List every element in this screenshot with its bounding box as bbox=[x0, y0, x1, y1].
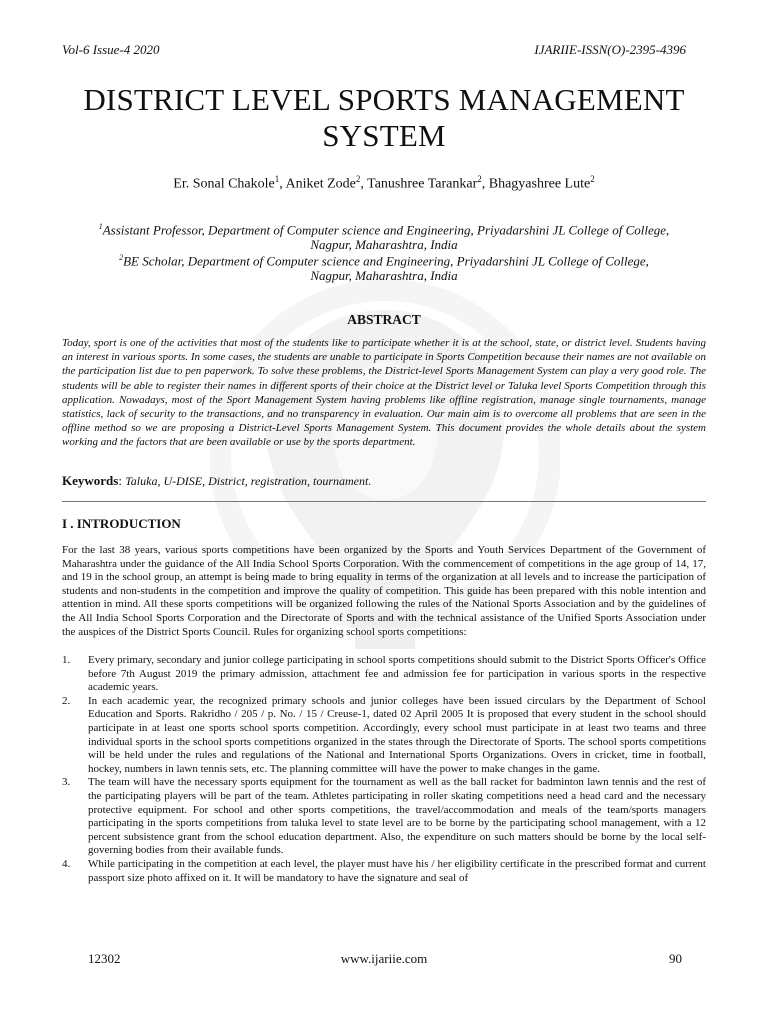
author-sep: , bbox=[279, 176, 286, 192]
footer-page-number: 90 bbox=[669, 951, 682, 966]
author-affil-mark: 2 bbox=[355, 174, 361, 184]
affiliation-1 bbox=[62, 219, 706, 252]
paper-title-line: SYSTEM bbox=[322, 118, 446, 153]
affil-line: Nagpur, Maharashtra, India bbox=[310, 268, 458, 284]
author-sep: , bbox=[360, 176, 368, 192]
list-item bbox=[62, 858, 706, 885]
list-item-text: Every primary, secondary and junior college participating in school sports competitions should submit to the District Sports Officer's Office before 7th August 2019 the primary admission, attachment fee and admission fee for participation in various sports in the respective academic years. bbox=[88, 654, 706, 694]
abstract-text: Today, sport is one of the activities that most of the students like to participate whether it is at the school, state, or district level. Students having an interest in various sports. In some cases, the students are unable to participate in Sports Competition because their names are not available on the participation list due to pen paperwork. To solve these problems, the District-level Sports Management System can play a very good role. The students will be able to register their names in different sports of their choice at the District level or Taluka level Sports Competition through this application. Nowadays, most of the Sport Management System having problems like offline registration, manage single tournaments, manage statistics, lack of security to the transactions, and no transparency in evaluation. Our main aim is to overcome all problems that are seen in the offline method so we are proposing a District-Level Sports Management System. This document provides the whole details about the system working and the factors that are been available or use by the sports department. bbox=[62, 337, 706, 449]
section-divider bbox=[62, 501, 706, 502]
author-affil-mark: 2 bbox=[477, 174, 482, 184]
paper-title-line: DISTRICT LEVEL SPORTS MANAGEMENT bbox=[83, 82, 685, 117]
affil-line: Nagpur, Maharashtra, India bbox=[310, 237, 458, 253]
author-sep: , bbox=[481, 176, 489, 192]
keywords-sep: : bbox=[118, 473, 126, 488]
keywords-text: Taluka, U-DISE, District, registration, tournament. bbox=[125, 474, 372, 488]
keywords-label: Keywords bbox=[62, 473, 119, 488]
list-number: 4. bbox=[62, 857, 71, 870]
footer-paper-id: 12302 bbox=[88, 951, 121, 966]
list-number: 3. bbox=[62, 776, 71, 789]
list-number: 2. bbox=[62, 694, 71, 707]
author-affil-mark: 1 bbox=[274, 174, 280, 184]
author-name: Tanushree Tarankar bbox=[367, 176, 478, 192]
affiliation-2 bbox=[62, 250, 706, 283]
author-name: Bhagyashree Lute bbox=[488, 176, 591, 192]
rules-list bbox=[62, 654, 706, 885]
running-header-volume: Vol-6 Issue-4 2020 bbox=[62, 42, 160, 57]
list-item-text: In each academic year, the recognized primary schools and junior colleges have been issued circulars by the Department of School Education and Sports. Rakridho / 205 / p. No. / 15 / Creuse-1, dated 02 April 2005 It is proposed that every student in the school should participate in at least one sports school sports competition. Accordingly, every school must participate in at least two teams and three individual sports in the school sports competitions organized in the states through the Directorate of Sports. The school sports competitions will be held under the rules and regulations of the National and International Sports Organizations. Overs in cricket, time in football, hockey, numbers in lawn tennis sets, etc. The planning committee will have the power to make changes in the game. bbox=[88, 694, 706, 775]
affil-mark: 2 bbox=[119, 253, 124, 262]
affil-line: Assistant Professor, Department of Computer science and Engineering, Priyadarshini JL College of College, bbox=[102, 222, 670, 238]
author-name: Er. Sonal Chakole bbox=[173, 176, 275, 192]
list-number: 1. bbox=[62, 654, 71, 666]
section-heading-introduction: I . INTRODUCTION bbox=[62, 516, 181, 531]
list-item-text: The team will have the necessary sports equipment for the tournament as well as the ball racket for badminton lawn tennis and the rest of the participating players will be part of the team. Athletes participating in roller skating competitions need a head card and the necessary protective equipment. For school and other sports competitions, the travel/accommodation and meals of the team/sports managers participating in the sports competitions from taluka level to state level are to be borne by the participating school management, with a 12 percent subsistence grant from the school education department. Also, the expenditure on such matters should be borne by the local self-governing bodies from their available funds. bbox=[88, 776, 706, 857]
introduction-paragraph: For the last 38 years, various sports competitions have been organized by the Sports and Youth Services Department of the Government of Maharashtra under the guidance of the All India School Sports Corporation. With the commencement of competitions in the age group of 14, 17, and 19 in the school group, an attempt is being made to bring equality in terms of the organization at all levels and to increase the participation of students and non-students in the competition and improve the quality of competition. This guide has been prepared with this noble intention and attention in mind. All these sports competitions will be organized following the rules of the National Sports Association and by the guidelines of the All India School Sports Corporation and the Directorate of Sports and with the technical assistance of the Unified Sports Association under the auspices of the District Sports Council. Rules for organizing school sports competitions: bbox=[62, 544, 706, 638]
list-item bbox=[62, 776, 706, 858]
paper-title bbox=[40, 82, 728, 154]
list-item bbox=[62, 695, 706, 777]
author-list bbox=[40, 174, 728, 193]
author-name: Aniket Zode bbox=[285, 176, 356, 192]
author-affil-mark: 2 bbox=[590, 174, 595, 184]
keywords bbox=[62, 473, 371, 489]
list-item-text: While participating in the competition at each level, the player must have his / her eligibility certificate in the prescribed format and current passport size photo affixed on it. It will be mandatory to have the signature and seal of bbox=[88, 857, 706, 884]
list-item bbox=[62, 654, 706, 695]
running-header-issn: IJARIIE-ISSN(O)-2395-4396 bbox=[534, 42, 686, 57]
affil-line: BE Scholar, Department of Computer science and Engineering, Priyadarshini JL College of College, bbox=[123, 253, 649, 269]
affil-mark: 1 bbox=[98, 222, 103, 231]
abstract-heading: ABSTRACT bbox=[347, 312, 421, 327]
footer-website-link[interactable]: www.ijariie.com bbox=[340, 951, 428, 966]
